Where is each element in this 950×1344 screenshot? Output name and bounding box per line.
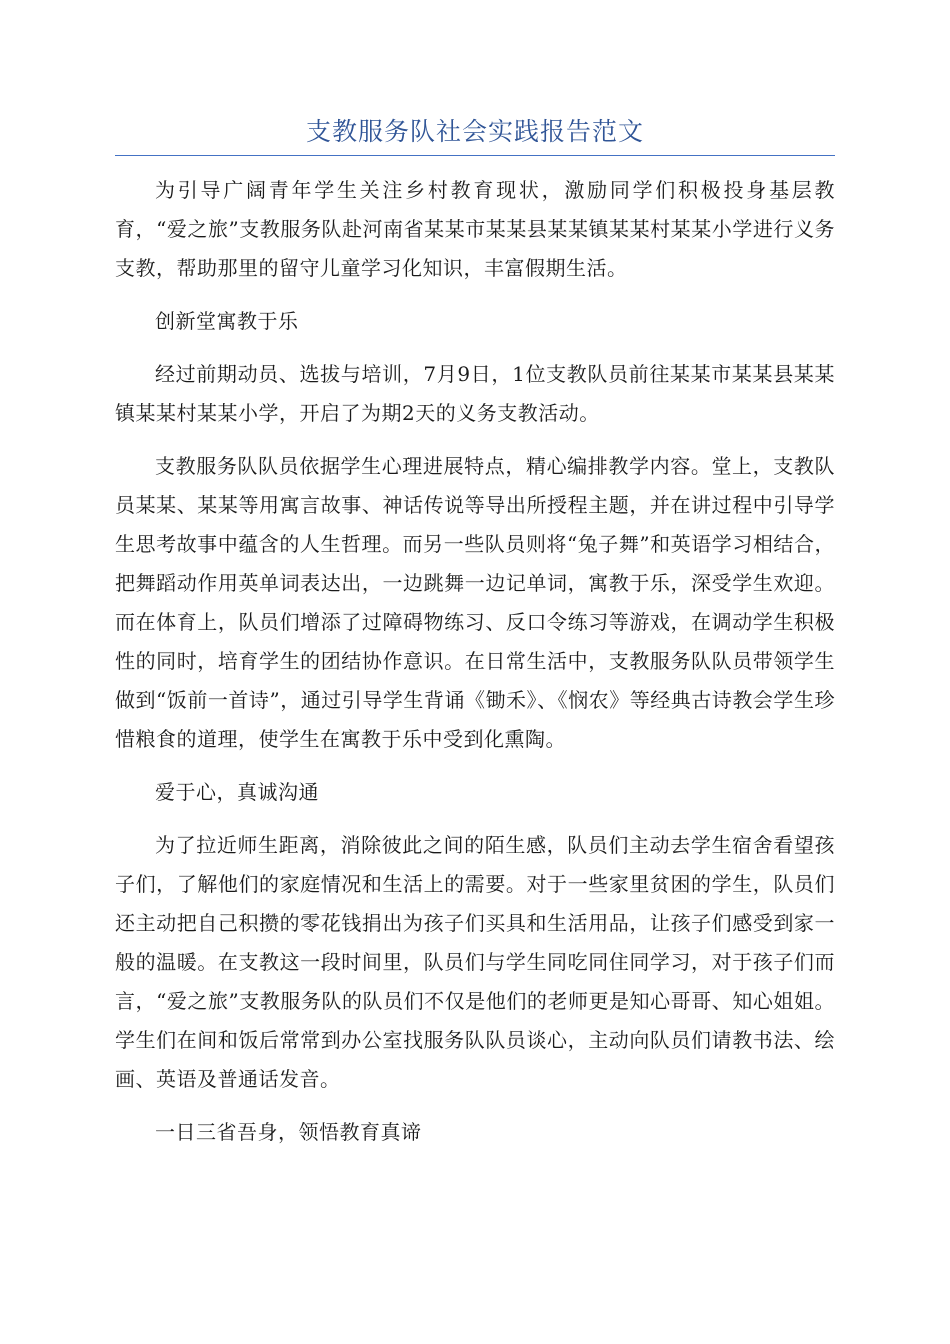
section-heading: 一日三省吾身，领悟教育真谛 xyxy=(155,1120,422,1144)
document-title: 支教服务队社会实践报告范文 xyxy=(305,117,644,146)
paragraph: 经过前期动员、选拔与培训，7月9日，1位支教队员前往某某市某某县某某镇某某村某某小学，开启了为期2天的义务支教活动。 xyxy=(115,362,835,425)
section-heading: 创新堂寓教于乐 xyxy=(155,309,299,333)
title-underline xyxy=(115,155,835,156)
paragraph: 支教服务队队员依据学生心理进展特点，精心编排教学内容。堂上，支教队员某某、某某等用寓言故事、神话传说等导出所授程主题，并在讲过程中引导学生思考故事中蕴含的人生哲理。而另一些队员则将“兔子舞”和英语学习相结合，把舞蹈动作用英单词表达出，一边跳舞一边记单词，寓教于乐，深受学生欢迎。而在体育上，队员们增添了过障碍物练习、反口令练习等游戏，在调动学生积极性的同时，培育学生的团结协作意识。在日常生活中，支教服务队队员带领学生做到“饭前一首诗”，通过引导学生背诵《锄禾》、《悯农》等经典古诗教会学生珍惜粮食的道理，使学生在寓教于乐中受到化熏陶。 xyxy=(115,454,835,751)
paragraph-intro: 为引导广阔青年学生关注乡村教育现状，激励同学们积极投身基层教育，“爱之旅”支教服务队赴河南省某某市某某县某某镇某某村某某小学进行义务支教，帮助那里的留守儿童学习化知识，丰富假期生活。 xyxy=(115,178,835,280)
paragraph: 为了拉近师生距离，消除彼此之间的陌生感，队员们主动去学生宿舍看望孩子们，了解他们的家庭情况和生活上的需要。对于一些家里贫困的学生，队员们还主动把自己积攒的零花钱捐出为孩子们买具和生活用品，让孩子们感受到家一般的温暖。在支教这一段时间里，队员们与学生同吃同住同学习，对于孩子们而言，“爱之旅”支教服务队的队员们不仅是他们的老师更是知心哥哥、知心姐姐。学生们在间和饭后常常到办公室找服务队队员谈心，主动向队员们请教书法、绘画、英语及普通话发音。 xyxy=(115,833,835,1091)
document-body xyxy=(115,171,835,1166)
section-heading: 爱于心，真诚沟通 xyxy=(155,780,319,804)
